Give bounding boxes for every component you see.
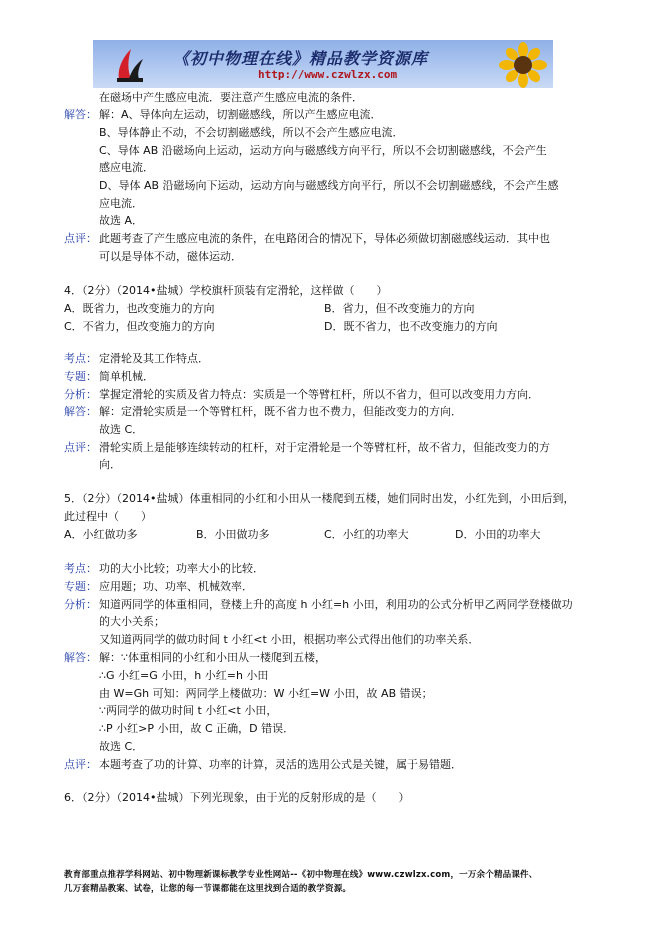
q5-dianping: 本题考查了功的计算、功率的计算，灵活的选用公式是关键，属于易错题．: [99, 758, 462, 771]
footer-line: 教育部重点推荐学科网站、初中物理新课标教学专业性网站--《初中物理在线》www.czwlzx.com，一万余个精品课件、: [64, 870, 538, 880]
q5-fenxi-line: 的大小关系；: [99, 615, 165, 628]
q4-jieda-line: 故选 C．: [99, 423, 144, 436]
q3-jieda-line: C、导体 AB 沿磁场向上运动，运动方向与磁感线方向平行，所以不会切割磁感线，不会产生: [99, 144, 547, 157]
sunflower-icon: [499, 42, 547, 88]
q5-zhuanti-label: 专题：: [64, 580, 97, 593]
q3-dianping-line: 此题考查了产生感应电流的条件，在电路闭合的情况下，导体必须做切割磁感线运动．其中也: [99, 232, 550, 245]
q4-kaodian: 定滑轮及其工作特点．: [99, 352, 209, 365]
q4-dianping-line: 向．: [99, 458, 121, 471]
q4-fenxi: 掌握定滑轮的实质及省力特点：实质是一个等臂杠杆，所以不省力，但可以改变用力方向．: [99, 388, 539, 401]
q5-option-d: D．小田的功率大: [455, 528, 541, 541]
q5-option-c: C．小红的功率大: [324, 528, 409, 541]
q5-jieda-line: ∵两同学的做功时间 t 小红<t 小田，: [99, 704, 278, 717]
q5-fenxi-line: 又知道两同学的做功时间 t 小红<t 小田，根据功率公式得出他们的功率关系．: [99, 633, 480, 646]
q4-fenxi-label: 分析：: [64, 388, 97, 401]
banner-url[interactable]: http://www.czwlzx.com: [258, 68, 398, 81]
q4-option-c: C．不省力，但改变施力的方向: [64, 320, 215, 333]
banner-title: 《初中物理在线》精品教学资源库: [173, 49, 429, 68]
q3-dianping-label: 点评：: [64, 232, 97, 245]
q5-kaodian-label: 考点：: [64, 562, 97, 575]
footer-line: 几万套精品教案、试卷，让您的每一节课都能在这里找到合适的教学资源。: [64, 884, 352, 894]
q5-fenxi-label: 分析：: [64, 598, 97, 611]
q5-option-b: B．小田做功多: [196, 528, 270, 541]
q5-stem: 此过程中（ ）: [64, 510, 152, 523]
q4-dianping-line: 滑轮实质上是能够连续转动的杠杆，对于定滑轮是一个等臂杠杆，故不省力，但能改变力的方: [99, 441, 550, 454]
q5-kaodian: 功的大小比较；功率大小的比较．: [99, 562, 264, 575]
q3-jieda-line: 解：A、导体向左运动，切割磁感线，所以产生感应电流．: [99, 108, 382, 121]
q4-option-b: B．省力，但不改变施力的方向: [324, 302, 475, 315]
q4-stem: 4．（2分）（2014•盐城）学校旗杆顶装有定滑轮，这样做（ ）: [64, 284, 388, 297]
q4-jieda-line: 解：定滑轮实质是一个等臂杠杆，既不省力也不费力，但能改变力的方向．: [99, 405, 462, 418]
q4-zhuanti-label: 专题：: [64, 370, 97, 383]
site-logo-icon: [115, 45, 145, 83]
q5-jieda-line: 故选 C．: [99, 740, 144, 753]
q5-jieda-line: 解：∵体重相同的小红和小田从一楼爬到五楼，: [99, 651, 326, 664]
q4-jieda-label: 解答：: [64, 405, 97, 418]
q5-dianping-label: 点评：: [64, 758, 97, 771]
q4-option-a: A．既省力，也改变施力的方向: [64, 302, 215, 315]
q4-option-d: D．既不省力，也不改变施力的方向: [324, 320, 498, 333]
q3-cont: 在磁场中产生感应电流．要注意产生感应电流的条件．: [99, 91, 363, 104]
q3-dianping-line: 可以是导体不动，磁体运动．: [99, 250, 242, 263]
q4-dianping-label: 点评：: [64, 441, 97, 454]
q3-jieda-line: B、导体静止不动，不会切割磁感线，所以不会产生感应电流．: [99, 126, 404, 139]
q4-kaodian-label: 考点：: [64, 352, 97, 365]
q5-option-a: A．小红做功多: [64, 528, 138, 541]
q3-jieda-line: 感应电流．: [99, 161, 154, 174]
q5-jieda-label: 解答：: [64, 651, 97, 664]
q5-zhuanti: 应用题；功、功率、机械效率．: [99, 580, 253, 593]
q5-stem: 5．（2分）（2014•盐城）体重相同的小红和小田从一楼爬到五楼，她们同时出发，小红先到，小田后到，: [64, 492, 575, 505]
q5-jieda-line: 由 W=Gh 可知：两同学上楼做功：W 小红=W 小田，故 AB 错误；: [99, 687, 433, 700]
q3-jieda-label: 解答：: [64, 108, 97, 121]
q3-jieda-line: 应电流．: [99, 197, 143, 210]
q3-jieda-line: 故选 A．: [99, 214, 144, 227]
q5-jieda-line: ∴G 小红=G 小田，h 小红=h 小田: [99, 669, 269, 682]
q5-jieda-line: ∴P 小红>P 小田，故 C 正确，D 错误．: [99, 722, 295, 735]
header-banner: [93, 40, 553, 88]
q3-jieda-line: D、导体 AB 沿磁场向下运动，运动方向与磁感线方向平行，所以不会切割磁感线，不会产生感: [99, 179, 559, 192]
q5-fenxi-line: 知道两同学的体重相同，登楼上升的高度 h 小红=h 小田，利用功的公式分析甲乙两同学登楼做功: [99, 598, 573, 611]
q4-zhuanti: 简单机械．: [99, 370, 154, 383]
q6-stem: 6．（2分）（2014•盐城）下列光现象，由于光的反射形成的是（ ）: [64, 791, 410, 804]
